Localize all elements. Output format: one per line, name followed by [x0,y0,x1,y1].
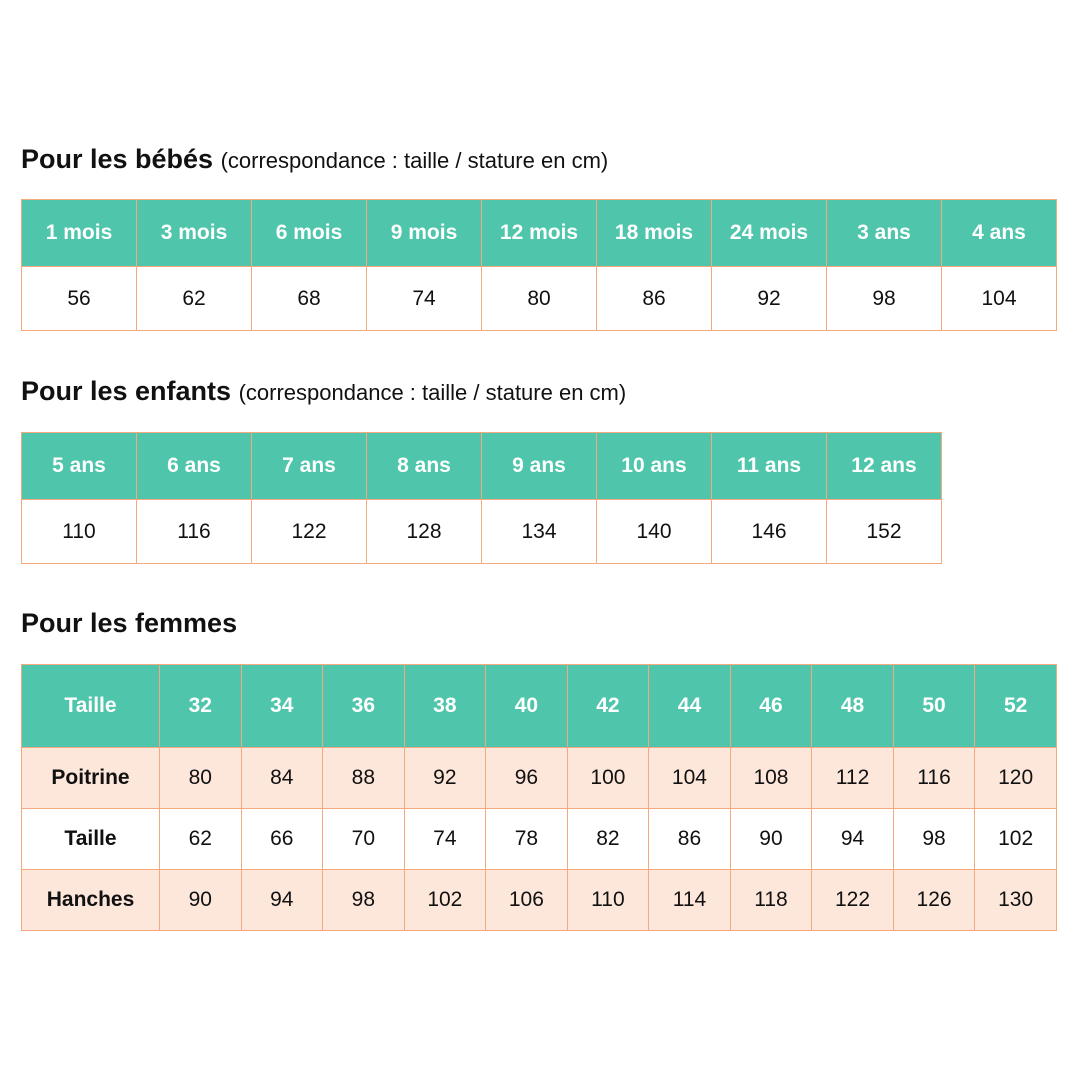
femmes-header-cell: 40 [486,665,568,748]
femmes-value-cell: 82 [567,809,649,870]
enfants-value-cell: 116 [137,500,252,564]
femmes-value-cell: 110 [567,870,649,931]
enfants-size-table [21,432,942,564]
bebes-size-table [21,199,1057,331]
femmes-header-cell: 44 [649,665,731,748]
femmes-value-cell: 100 [567,748,649,809]
femmes-value-cell: 80 [160,748,242,809]
femmes-value-cell: 86 [649,809,731,870]
femmes-header-cell: 48 [812,665,894,748]
femmes-value-cell: 74 [404,809,486,870]
femmes-value-cell: 130 [975,870,1057,931]
bebes-value-cell: 74 [367,267,482,331]
femmes-row-hanches [22,870,1057,931]
femmes-value-cell: 94 [812,809,894,870]
femmes-value-cell: 122 [812,870,894,931]
enfants-header-row [22,433,942,500]
enfants-value-cell: 152 [827,500,942,564]
femmes-title [21,608,237,639]
femmes-value-cell: 78 [486,809,568,870]
femmes-value-cell: 118 [730,870,812,931]
row-label-hanches: Hanches [22,870,160,931]
bebes-header-row [22,200,1057,267]
enfants-header-cell: 12 ans [827,433,942,500]
enfants-value-cell: 134 [482,500,597,564]
femmes-header-cell: 46 [730,665,812,748]
bebes-header-cell: 9 mois [367,200,482,267]
bebes-value-cell: 68 [252,267,367,331]
row-label-poitrine: Poitrine [22,748,160,809]
femmes-value-cell: 98 [323,870,405,931]
enfants-header-cell: 9 ans [482,433,597,500]
femmes-value-cell: 84 [241,748,323,809]
femmes-title-main: Pour les femmes [21,608,238,638]
bebes-header-cell: 1 mois [22,200,137,267]
bebes-header-cell: 12 mois [482,200,597,267]
enfants-header-cell: 6 ans [137,433,252,500]
femmes-value-cell: 90 [730,809,812,870]
bebes-header-cell: 4 ans [942,200,1057,267]
femmes-value-cell: 116 [893,748,975,809]
bebes-value-cell: 86 [597,267,712,331]
femmes-value-cell: 112 [812,748,894,809]
enfants-subtitle: (correspondance : taille / stature en cm) [238,380,627,405]
femmes-header-cell: 34 [241,665,323,748]
enfants-value-cell: 128 [367,500,482,564]
femmes-value-cell: 102 [404,870,486,931]
enfants-header-cell: 8 ans [367,433,482,500]
femmes-header-cell: 32 [160,665,242,748]
femmes-size-table [21,664,1057,931]
enfants-value-row [22,500,942,564]
femmes-value-cell: 96 [486,748,568,809]
femmes-value-cell: 62 [160,809,242,870]
femmes-value-cell: 120 [975,748,1057,809]
bebes-subtitle: (correspondance : taille / stature en cm) [220,148,609,173]
enfants-title [21,376,626,407]
enfants-title-main: Pour les enfants [21,376,232,406]
femmes-value-cell: 98 [893,809,975,870]
bebes-value-row [22,267,1057,331]
bebes-header-cell: 24 mois [712,200,827,267]
bebes-header-cell: 6 mois [252,200,367,267]
femmes-value-cell: 88 [323,748,405,809]
enfants-header-cell: 5 ans [22,433,137,500]
enfants-value-cell: 146 [712,500,827,564]
enfants-value-cell: 140 [597,500,712,564]
enfants-value-cell: 122 [252,500,367,564]
femmes-header-cell: 42 [567,665,649,748]
femmes-header-cell: 52 [975,665,1057,748]
bebes-value-cell: 92 [712,267,827,331]
femmes-value-cell: 90 [160,870,242,931]
femmes-value-cell: 126 [893,870,975,931]
femmes-value-cell: 66 [241,809,323,870]
bebes-header-cell: 18 mois [597,200,712,267]
femmes-header-cell: Taille [22,665,160,748]
bebes-value-cell: 98 [827,267,942,331]
enfants-header-cell: 10 ans [597,433,712,500]
femmes-value-cell: 94 [241,870,323,931]
enfants-value-cell: 110 [22,500,137,564]
femmes-row-taille [22,809,1057,870]
bebes-value-cell: 104 [942,267,1057,331]
femmes-header-row [22,665,1057,748]
row-label-taille: Taille [22,809,160,870]
bebes-value-cell: 80 [482,267,597,331]
femmes-header-cell: 38 [404,665,486,748]
enfants-header-cell: 11 ans [712,433,827,500]
femmes-value-cell: 70 [323,809,405,870]
femmes-value-cell: 104 [649,748,731,809]
femmes-value-cell: 102 [975,809,1057,870]
enfants-header-cell: 7 ans [252,433,367,500]
bebes-header-cell: 3 ans [827,200,942,267]
femmes-value-cell: 114 [649,870,731,931]
femmes-value-cell: 108 [730,748,812,809]
femmes-value-cell: 106 [486,870,568,931]
femmes-header-cell: 36 [323,665,405,748]
femmes-value-cell: 92 [404,748,486,809]
femmes-header-cell: 50 [893,665,975,748]
bebes-value-cell: 62 [137,267,252,331]
bebes-value-cell: 56 [22,267,137,331]
femmes-row-poitrine [22,748,1057,809]
bebes-title-main: Pour les bébés [21,144,214,174]
bebes-title [21,144,608,175]
bebes-header-cell: 3 mois [137,200,252,267]
